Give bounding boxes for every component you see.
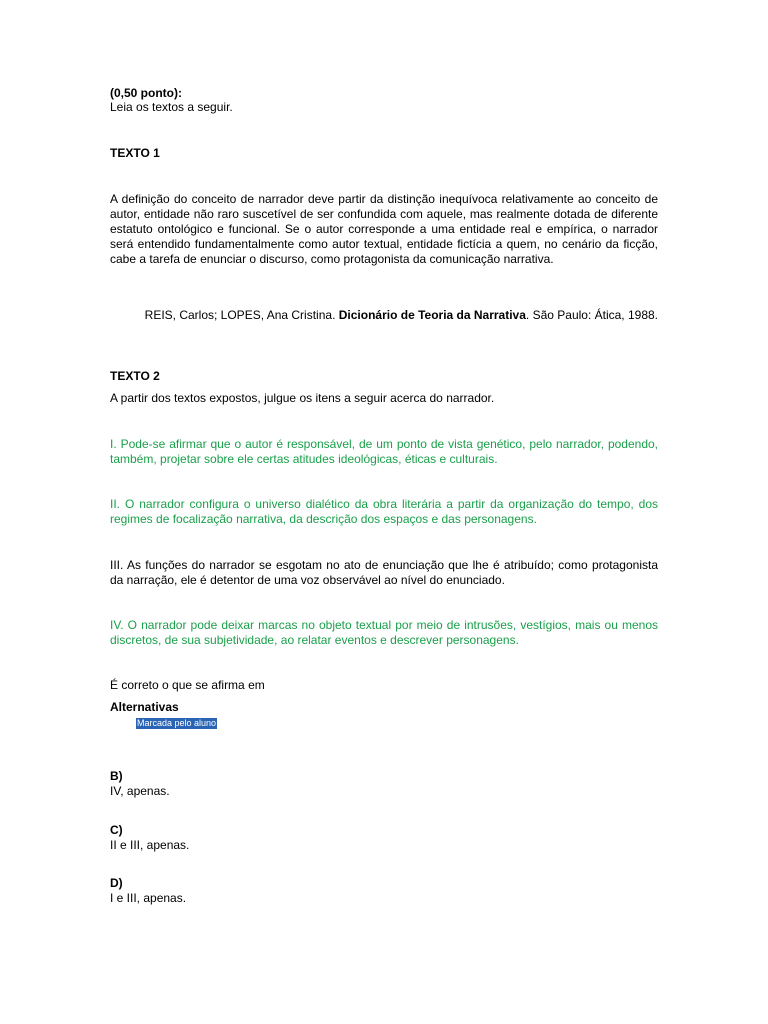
item-iii: III. As funções do narrador se esgotam no ato de enunciação que lhe é atribuído; como protagonista da narração, ele é detentor de uma voz observável ao nível do enunciado.: [110, 558, 658, 587]
reference-publisher: . São Paulo: Ática, 1988.: [525, 308, 658, 322]
reference-authors: REIS, Carlos; LOPES, Ana Cristina.: [144, 308, 339, 322]
alternative-b[interactable]: [110, 769, 170, 799]
alternative-letter: D): [110, 876, 123, 890]
alternative-d[interactable]: [110, 876, 186, 906]
texto1-heading: TEXTO 1: [110, 146, 160, 160]
alternatives-heading: Alternativas: [110, 700, 179, 714]
texto2-heading: TEXTO 2: [110, 369, 160, 383]
reference-book-title: Dicionário de Teoria da Narrativa: [338, 308, 526, 322]
question-instruction: Leia os textos a seguir.: [110, 100, 233, 114]
alternative-text: I e III, apenas.: [110, 891, 187, 905]
alternative-text: IV, apenas.: [110, 784, 170, 798]
alternative-text: II e III, apenas.: [110, 838, 190, 852]
alternative-letter: B): [110, 769, 123, 783]
texto1-reference: [110, 308, 658, 323]
alternative-c[interactable]: [110, 823, 189, 853]
item-iv: IV. O narrador pode deixar marcas no objeto textual por meio de intrusões, vestígios, mais ou menos discretos, de sua subjetividade, ao relatar eventos e descrever personagens.: [110, 618, 658, 647]
texto2-prompt: A partir dos textos expostos, julgue os itens a seguir acerca do narrador.: [110, 391, 495, 405]
marked-by-student-badge: Marcada pelo aluno: [137, 718, 217, 728]
item-ii: II. O narrador configura o universo dialético da obra literária a partir da organização do tempo, dos regimes de focalização narrativa, da descrição dos espaços e das personagens.: [110, 497, 658, 526]
conclusion-text: É correto o que se afirma em: [110, 678, 265, 692]
texto1-body: A definição do conceito de narrador deve partir da distinção inequívoca relativamente ao conceito de autor, entidade não raro suscetível de ser confundida com aquele, mas realmente dotada de diferente estatuto ontológico e funcional. Se o autor corresponde a uma entidade real e empírica, o narrador será entendido fundamentalmente como autor textual, entidade fictícia a quem, no cenário da ficção, cabe a tarefa de enunciar o discurso, como protagonista da comunicação narrativa.: [110, 192, 658, 266]
item-i: I. Pode-se afirmar que o autor é responsável, de um ponto de vista genético, pelo narrador, podendo, também, projetar sobre ele certas atitudes ideológicas, éticas e culturais.: [110, 437, 658, 466]
alternative-letter: C): [110, 823, 123, 837]
question-points: (0,50 ponto):: [110, 86, 182, 100]
